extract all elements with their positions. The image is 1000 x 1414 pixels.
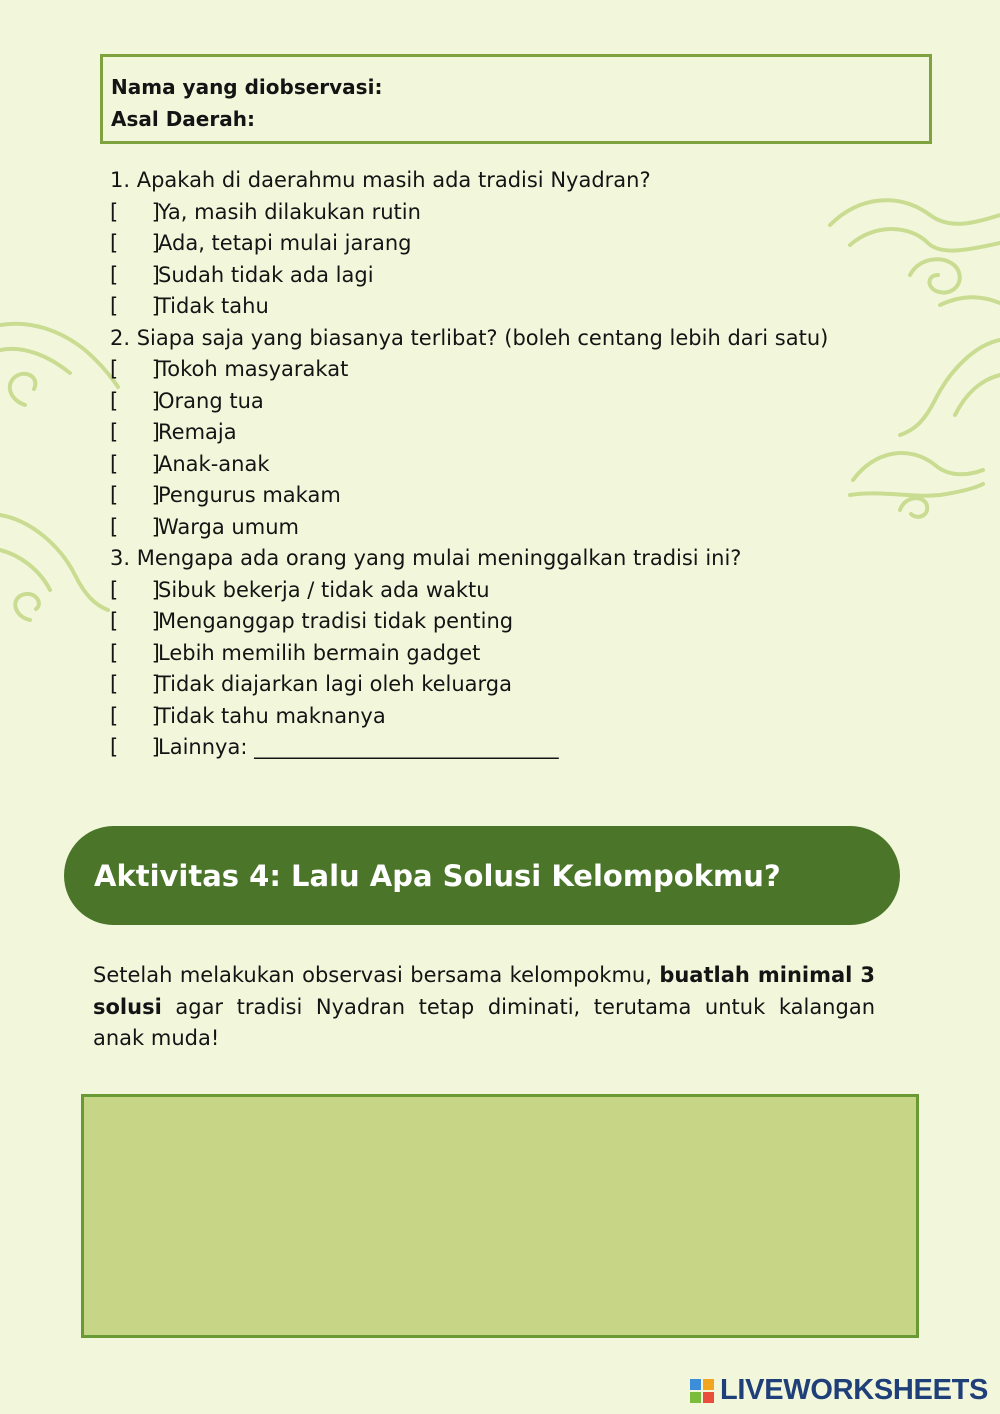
observed-name-label: Nama yang diobservasi: [111, 75, 383, 99]
option-label: Anak-anak [158, 451, 270, 476]
option-row[interactable] [110, 701, 828, 733]
checkbox[interactable]: [ ] [110, 672, 160, 696]
question-3-text: 3. Mengapa ada orang yang mulai meninggalkan tradisi ini? [110, 546, 742, 570]
option-row[interactable] [110, 354, 828, 386]
checkbox[interactable]: [ ] [110, 577, 160, 602]
option-label: Menganggap tradisi tidak penting [158, 609, 514, 633]
option-label: Warga umum [158, 514, 299, 539]
question-1-text: 1. Apakah di daerahmu masih ada tradisi Nyadran? [110, 168, 651, 192]
option-row[interactable] [110, 732, 828, 764]
option-label: Ya, masih dilakukan rutin [158, 199, 421, 224]
option-label: Tokoh masyarakat [158, 357, 349, 381]
checkbox[interactable]: [ ] [110, 231, 160, 255]
option-row[interactable] [110, 638, 828, 670]
option-row[interactable] [110, 449, 828, 481]
checkbox[interactable]: [ ] [110, 388, 160, 413]
activity-instruction: Setelah melakukan observasi bersama kelompokmu, buatlah minimal 3 solusi agar tradisi Nyadran tetap diminati, terutama untuk kalangan anak muda! [93, 963, 875, 1050]
option-row[interactable] [110, 606, 828, 638]
option-label: Tidak tahu maknanya [158, 703, 386, 728]
activity-title: Aktivitas 4: Lalu Apa Solusi Kelompokmu? [94, 858, 781, 893]
checkbox[interactable]: [ ] [110, 735, 160, 759]
option-row[interactable] [110, 575, 828, 607]
option-label: Sudah tidak ada lagi [158, 262, 374, 287]
option-row[interactable] [110, 480, 828, 512]
option-label: Tidak diajarkan lagi oleh keluarga [158, 672, 513, 696]
option-row[interactable] [110, 228, 828, 260]
questionnaire [110, 165, 828, 764]
brand-name: LIVEWORKSHEETS [720, 1374, 989, 1406]
option-row[interactable] [110, 291, 828, 323]
region-label: Asal Daerah: [111, 107, 255, 131]
option-row[interactable] [110, 260, 828, 292]
cloud-ornament-icon [845, 440, 985, 520]
cloud-ornament-icon [895, 330, 1000, 440]
checkbox[interactable]: [ ] [110, 357, 160, 381]
checkbox[interactable]: [ ] [110, 483, 160, 507]
option-row[interactable] [110, 386, 828, 418]
liveworksheets-logo-icon [690, 1379, 714, 1403]
option-label: Pengurus makam [158, 483, 341, 507]
checkbox[interactable]: [ ] [110, 294, 160, 318]
checkbox[interactable]: [ ] [110, 703, 160, 728]
checkbox[interactable]: [ ] [110, 199, 160, 224]
option-row[interactable] [110, 197, 828, 229]
option-label: Orang tua [158, 388, 264, 413]
option-row[interactable] [110, 512, 828, 544]
option-label: Lebih memilih bermain gadget [158, 640, 481, 665]
observation-info-box [100, 54, 932, 144]
liveworksheets-brand [690, 1374, 988, 1407]
instruction-emphasis: buatlah minimal 3 solusi [93, 963, 875, 1019]
option-label: Ada, tetapi mulai jarang [158, 231, 412, 255]
cloud-ornament-icon [0, 305, 120, 415]
checkbox[interactable]: [ ] [110, 420, 160, 444]
checkbox[interactable]: [ ] [110, 262, 160, 287]
option-label: Remaja [158, 420, 237, 444]
checkbox[interactable]: [ ] [110, 451, 160, 476]
checkbox[interactable]: [ ] [110, 640, 160, 665]
option-label: Tidak tahu [158, 294, 269, 318]
checkbox[interactable]: [ ] [110, 609, 160, 633]
answer-textbox[interactable] [81, 1094, 919, 1338]
cloud-ornament-icon [0, 505, 110, 625]
option-row[interactable] [110, 669, 828, 701]
option-other-label: Lainnya: _____________________________ [158, 735, 559, 759]
checkbox[interactable]: [ ] [110, 514, 160, 539]
question-2-text: 2. Siapa saja yang biasanya terlibat? (boleh centang lebih dari satu) [110, 325, 829, 350]
activity-banner [64, 826, 900, 925]
option-label: Sibuk bekerja / tidak ada waktu [158, 577, 490, 602]
option-row[interactable] [110, 417, 828, 449]
